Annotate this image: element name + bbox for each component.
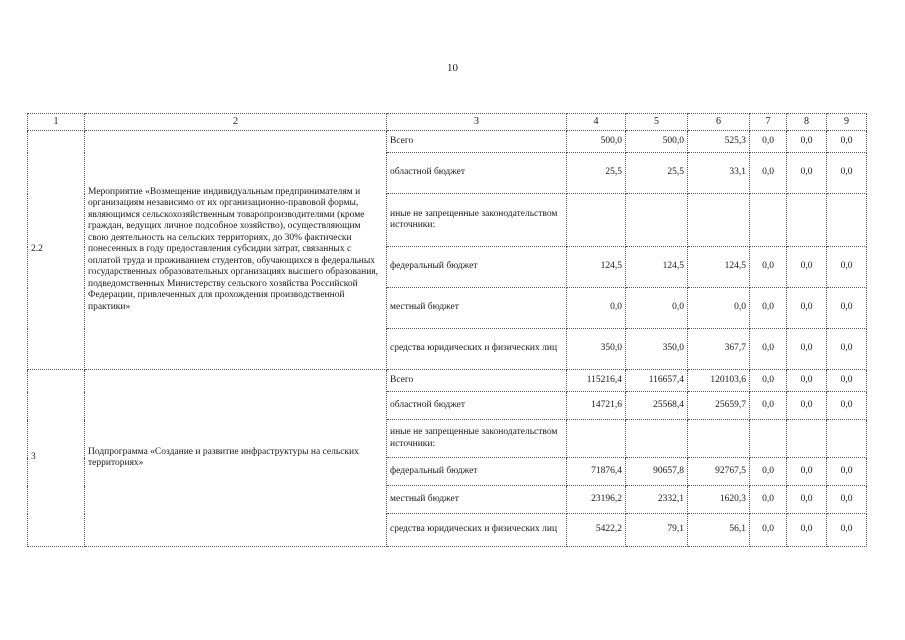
value-cell: 5422,2 [567,514,626,547]
value-cell [626,194,688,247]
value-cell: 0,0 [787,329,827,370]
value-cell: 350,0 [626,329,688,370]
value-cell: 0,0 [750,131,787,153]
funding-source: иные не запрещенные законодательством источники: [387,194,567,247]
value-cell: 0,0 [750,392,787,420]
value-cell [827,420,867,458]
table-row [28,370,867,392]
value-cell: 350,0 [567,329,626,370]
value-cell: 0,0 [787,370,827,392]
value-cell: 0,0 [787,458,827,486]
column-header: 2 [85,114,387,131]
column-header: 7 [750,114,787,131]
value-cell [787,420,827,458]
value-cell: 0,0 [750,247,787,288]
funding-source: федеральный бюджет [387,247,567,288]
value-cell: 0,0 [567,288,626,329]
value-cell: 0,0 [827,514,867,547]
column-header: 6 [688,114,750,131]
funding-source: федеральный бюджет [387,458,567,486]
column-header: 8 [787,114,827,131]
value-cell: 0,0 [750,329,787,370]
value-cell: 116657,4 [626,370,688,392]
value-cell: 25659,7 [688,392,750,420]
value-cell: 0,0 [787,392,827,420]
value-cell: 79,1 [626,514,688,547]
value-cell: 2332,1 [626,486,688,514]
value-cell: 71876,4 [567,458,626,486]
value-cell [626,420,688,458]
funding-source: Всего [387,131,567,153]
column-header: 1 [28,114,85,131]
value-cell: 0,0 [827,153,867,194]
column-header: 4 [567,114,626,131]
value-cell: 124,5 [567,247,626,288]
value-cell: 0,0 [750,370,787,392]
value-cell [750,194,787,247]
value-cell: 0,0 [827,458,867,486]
funding-source: иные не запрещенные законодательством источники: [387,420,567,458]
value-cell: 367,7 [688,329,750,370]
value-cell [787,194,827,247]
row-code: 2.2 [28,131,85,370]
value-cell [688,420,750,458]
value-cell: 90657,8 [626,458,688,486]
value-cell: 115216,4 [567,370,626,392]
value-cell: 124,5 [626,247,688,288]
value-cell: 0,0 [787,247,827,288]
funding-source: местный бюджет [387,288,567,329]
value-cell: 0,0 [827,131,867,153]
value-cell: 0,0 [827,329,867,370]
value-cell: 0,0 [827,288,867,329]
value-cell: 14721,6 [567,392,626,420]
row-name: Подпрограмма «Создание и развитие инфраструктуры на сельских территориях» [85,370,387,547]
value-cell: 0,0 [827,247,867,288]
value-cell: 56,1 [688,514,750,547]
funding-source: областной бюджет [387,153,567,194]
value-cell: 25568,4 [626,392,688,420]
value-cell: 124,5 [688,247,750,288]
funding-source: областной бюджет [387,392,567,420]
value-cell: 0,0 [787,153,827,194]
value-cell: 0,0 [750,153,787,194]
value-cell: 525,3 [688,131,750,153]
value-cell: 1620,3 [688,486,750,514]
value-cell: 0,0 [626,288,688,329]
value-cell: 0,0 [787,514,827,547]
column-header: 3 [387,114,567,131]
value-cell: 0,0 [827,486,867,514]
value-cell: 0,0 [827,392,867,420]
value-cell: 0,0 [787,131,827,153]
value-cell [688,194,750,247]
value-cell: 0,0 [688,288,750,329]
value-cell: 0,0 [750,458,787,486]
value-cell: 25,5 [626,153,688,194]
table-header-row [28,114,867,131]
page-number: 10 [447,62,458,74]
funding-source: Всего [387,370,567,392]
table-row [28,131,867,153]
value-cell: 25,5 [567,153,626,194]
value-cell: 500,0 [567,131,626,153]
funding-source: средства юридических и физических лиц [387,329,567,370]
funding-source: средства юридических и физических лиц [387,514,567,547]
value-cell: 0,0 [750,514,787,547]
column-header: 9 [827,114,867,131]
funding-source: местный бюджет [387,486,567,514]
value-cell: 120103,6 [688,370,750,392]
value-cell: 500,0 [626,131,688,153]
value-cell [567,194,626,247]
value-cell: 0,0 [750,486,787,514]
value-cell: 0,0 [787,288,827,329]
value-cell: 92767,5 [688,458,750,486]
value-cell: 23196,2 [567,486,626,514]
row-code: 3 [28,370,85,547]
value-cell: 0,0 [787,486,827,514]
value-cell: 0,0 [827,370,867,392]
value-cell: 0,0 [750,288,787,329]
budget-table [27,113,867,547]
value-cell [827,194,867,247]
row-name: Мероприятие «Возмещение индивидуальным предпринимателям и организациям независимо от их организационно-правовой формы, являющимся сельскохозяйственным товаропроизводителями (кроме граждан, ведущих личное подсобное хозяйство), осуществляющим свою деятельность на сельских территориях, до 30% фактически понесенных в году предоставления субсидии затрат, связанных с оплатой труда и проживанием студентов, обучающихся в федеральных государственных образовательных организациях высшего образования, подведомственных Министерству сельского хозяйства Российской Федерации, привлеченных для прохождения производственной практики» [85,131,387,370]
column-header: 5 [626,114,688,131]
value-cell [567,420,626,458]
value-cell: 33,1 [688,153,750,194]
value-cell [750,420,787,458]
